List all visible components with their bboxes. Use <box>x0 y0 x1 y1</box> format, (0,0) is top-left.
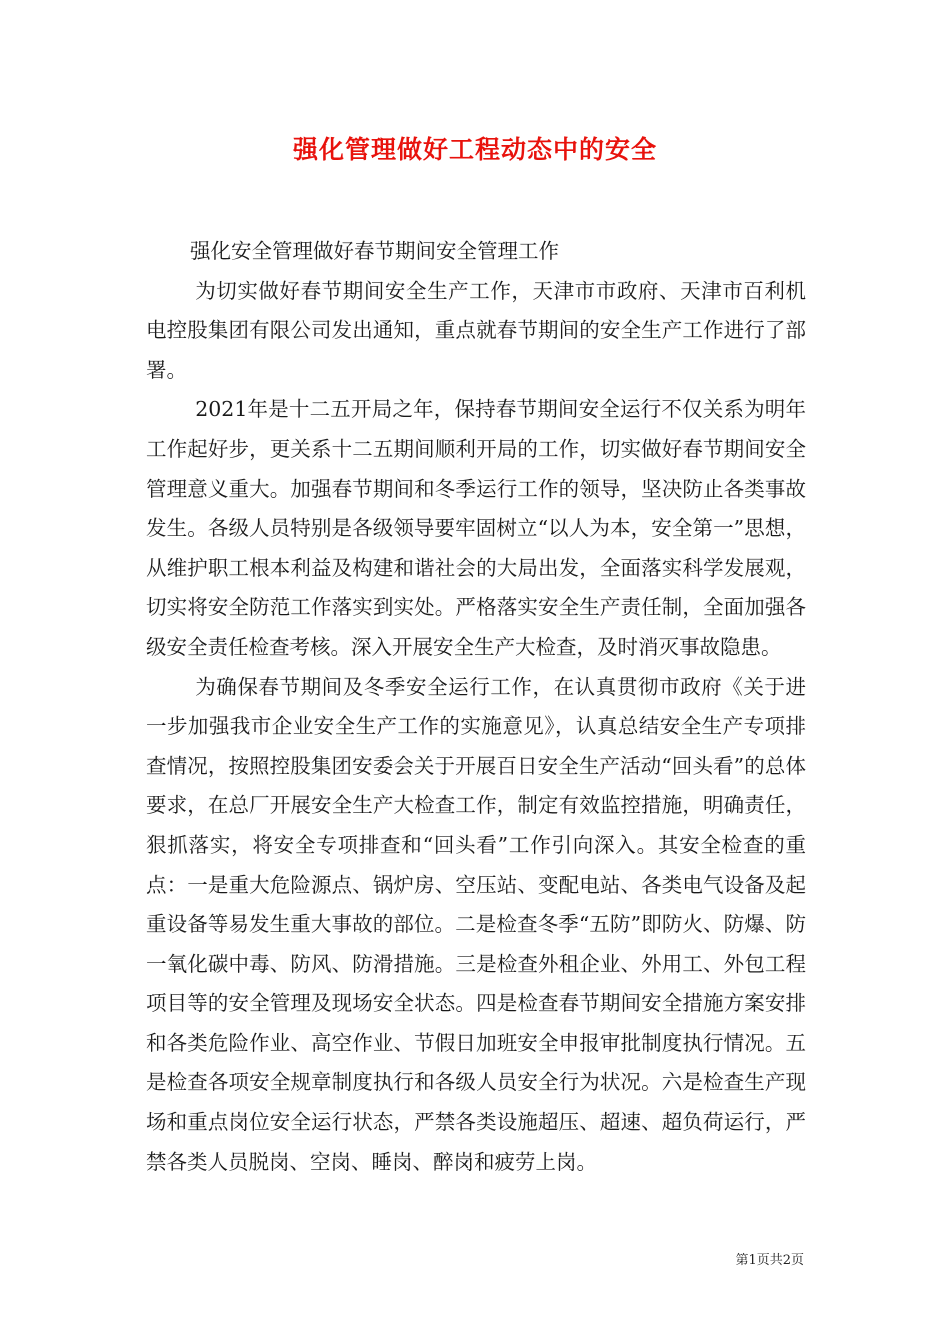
paragraph-1: 为切实做好春节期间安全生产工作，天津市市政府、天津市百利机电控股集团有限公司发出通知，重点就春节期间的安全生产工作进行了部署。 <box>146 278 806 382</box>
document-body <box>146 232 806 1182</box>
document-title: 强化管理做好工程动态中的安全 <box>292 135 657 164</box>
paragraph-2: 2021年是十二五开局之年，保持春节期间安全运行不仅关系为明年工作起好步，更关系十二五期间顺利开局的工作，切实做好春节期间安全管理意义重大。加强春节期间和冬季运行工作的领导，坚决防止各类事故发生。各级人员特别是各级领导要牢固树立“以人为本，安全第一”思想，从维护职工根本利益及构建和谐社会的大局出发，全面落实科学发展观，切实将安全防范工作落实到实处。严格落实安全生产责任制，全面加强各级安全责任检查考核。深入开展安全生产大检查，及时消灭事故隐患。 <box>146 397 806 659</box>
paragraph-3: 为确保春节期间及冬季安全运行工作，在认真贯彻市政府《关于进一步加强我市企业安全生产工作的实施意见》，认真总结安全生产专项排查情况，按照控股集团安委会关于开展百日安全生产活动“回头看”的总体要求，在总厂开展安全生产大检查工作，制定有效监控措施，明确责任，狠抓落实，将安全专项排查和“回头看”工作引向深入。其安全检查的重点：一是重大危险源点、锅炉房、空压站、变配电站、各类电气设备及起重设备等易发生重大事故的部位。二是检查冬季“五防”即防火、防爆、防一氧化碳中毒、防风、防滑措施。三是检查外租企业、外用工、外包工程项目等的安全管理及现场安全状态。四是检查春节期间安全措施方案安排和各类危险作业、高空作业、节假日加班安全申报审批制度执行情况。五是检查各项安全规章制度执行和各级人员安全行为状况。六是检查生产现场和重点岗位安全运行状态，严禁各类设施超压、超速、超负荷运行，严禁各类人员脱岗、空岗、睡岗、醉岗和疲劳上岗。 <box>146 674 806 1174</box>
document-subtitle: 强化安全管理做好春节期间安全管理工作 <box>190 239 559 263</box>
page-number: 第1页共2页 <box>735 1253 804 1268</box>
